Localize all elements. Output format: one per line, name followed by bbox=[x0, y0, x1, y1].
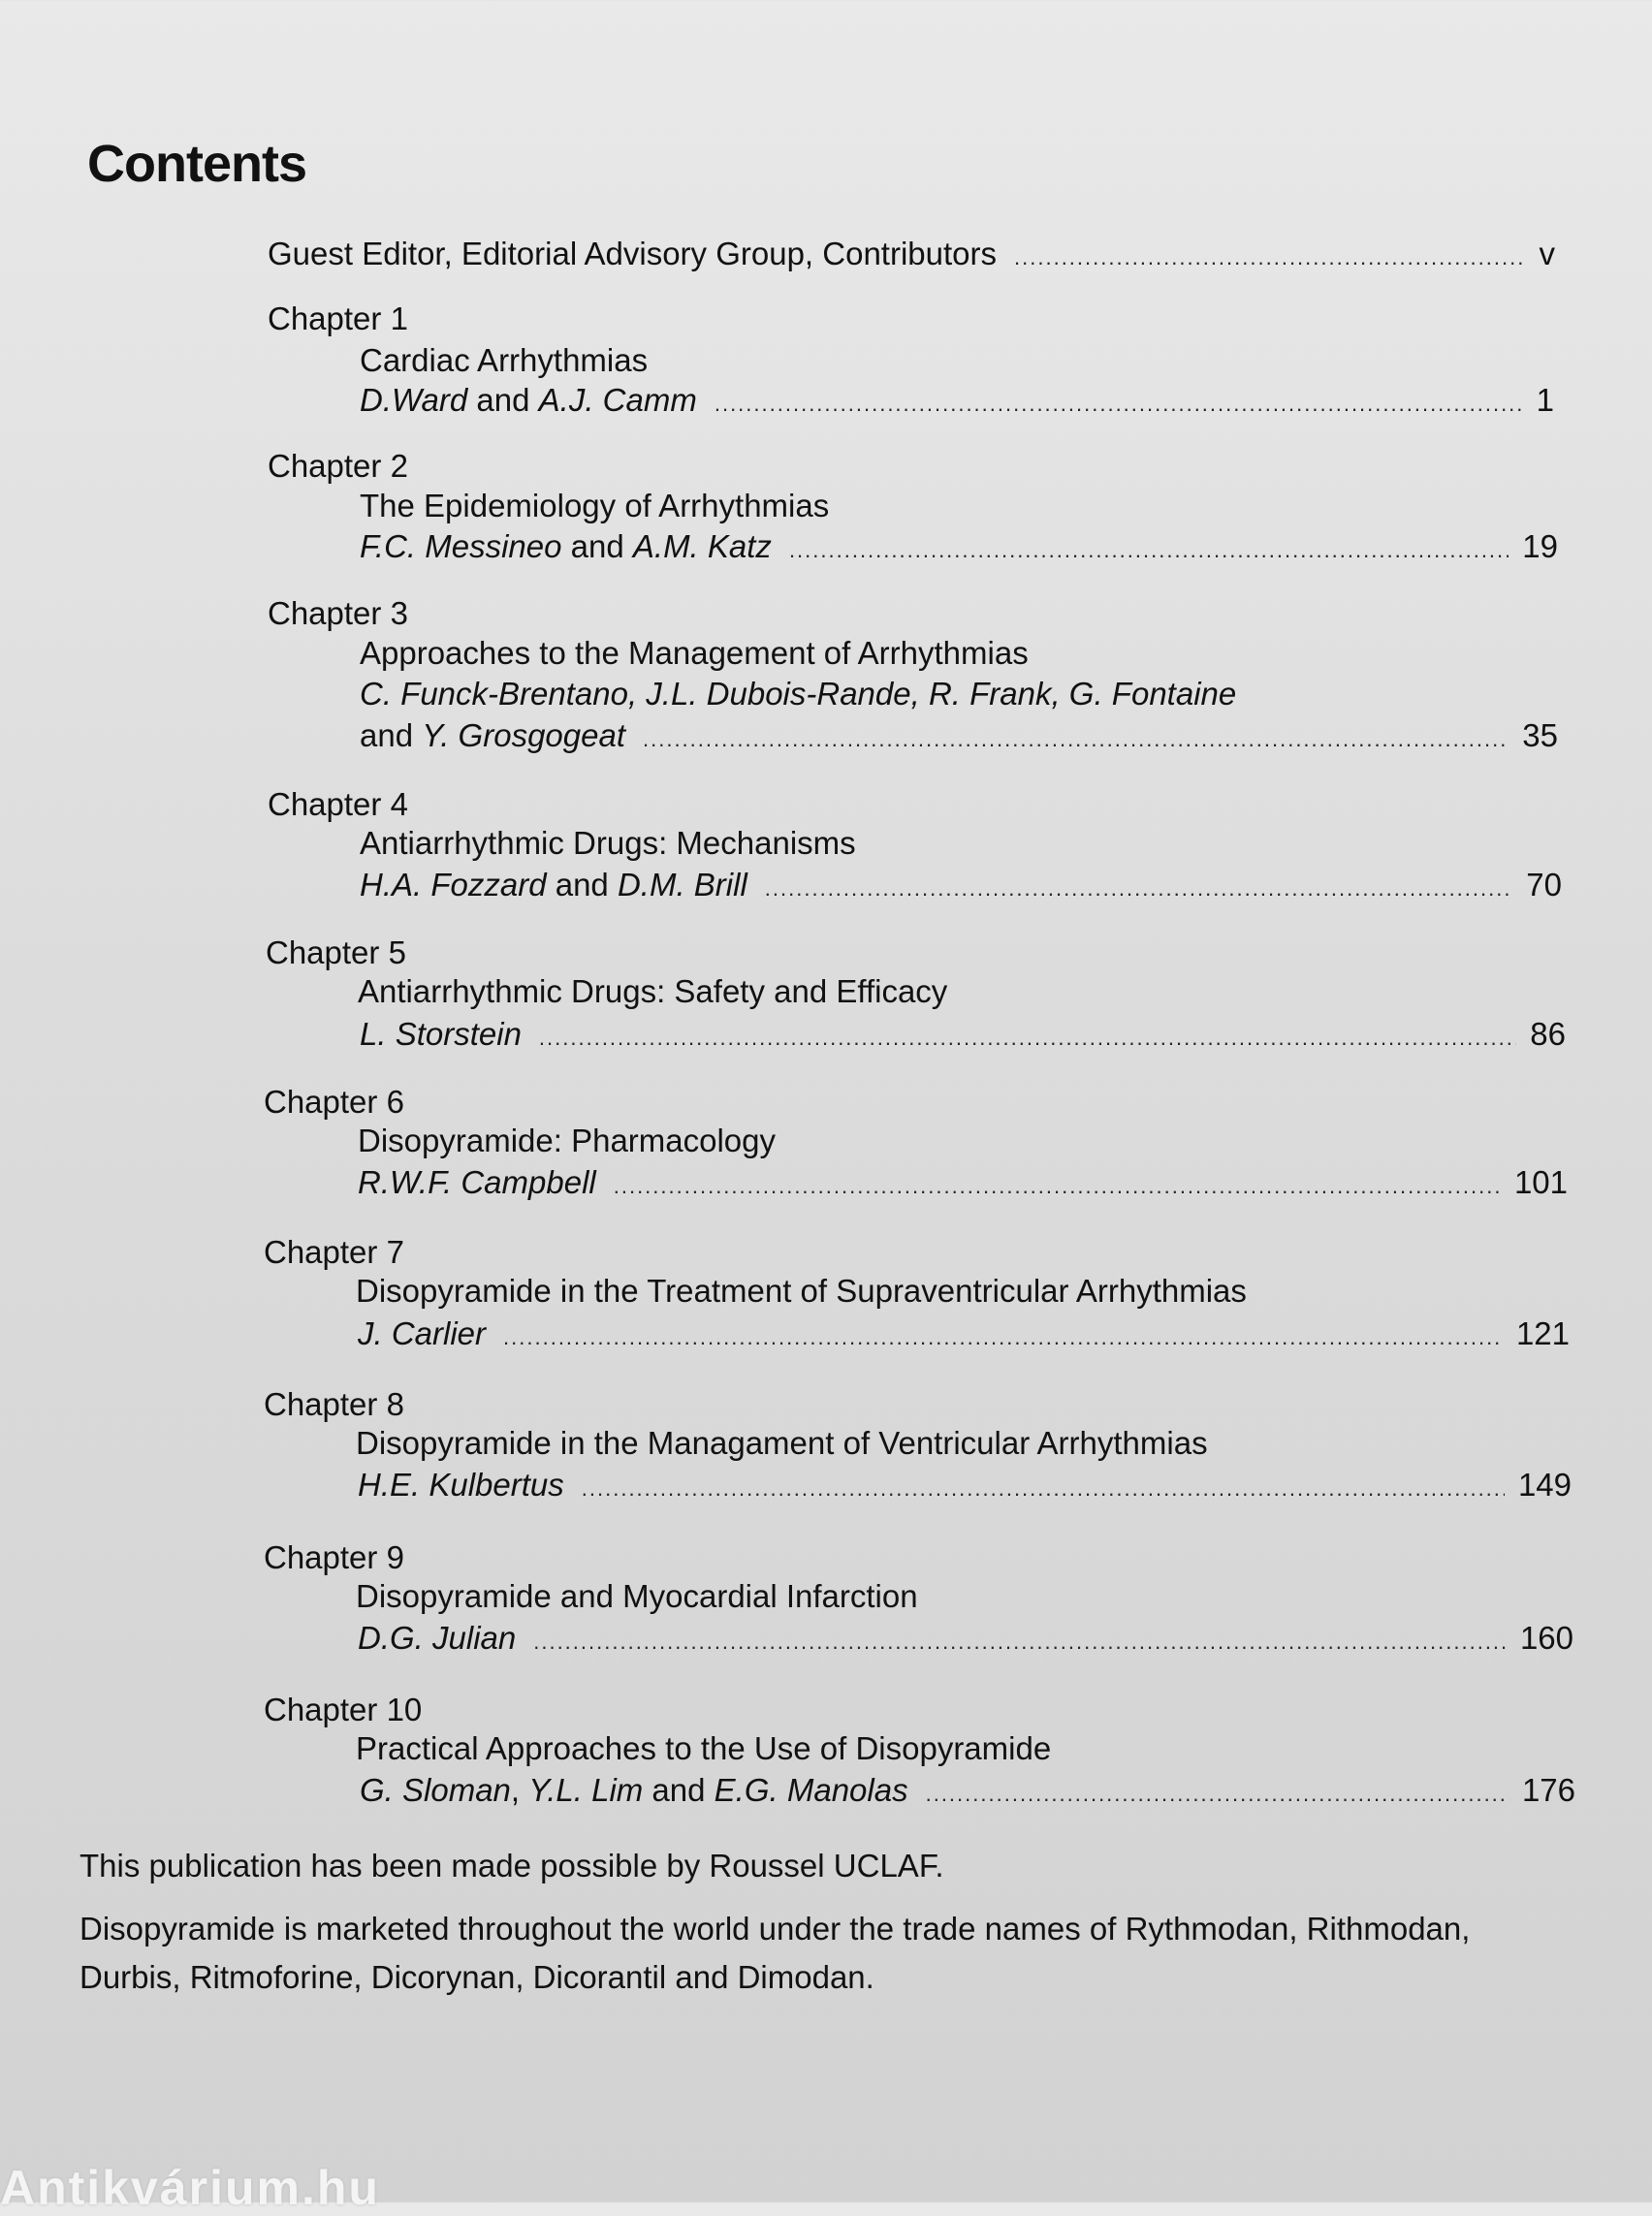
chapter-authors-line1 bbox=[360, 676, 1236, 712]
page-number: 121 bbox=[1515, 1315, 1570, 1351]
watermark: Antikvárium.hu bbox=[0, 2161, 380, 2215]
chapter-label: Chapter 2 bbox=[268, 448, 408, 484]
author-name: H.E. Kulbertus bbox=[358, 1467, 564, 1503]
trade-names-line: Disopyramide is marketed throughout the world under the trade names of Rythmodan, Rithmodan, bbox=[79, 1911, 1471, 1947]
chapter-label: Chapter 7 bbox=[264, 1234, 404, 1270]
chapter-label: Chapter 10 bbox=[264, 1692, 423, 1727]
chapter-label: Chapter 5 bbox=[266, 934, 406, 970]
chapter-title: Antiarrhythmic Drugs: Mechanisms bbox=[360, 825, 856, 861]
chapter-author-line bbox=[358, 1164, 1568, 1201]
trade-names-line: Durbis, Ritmoforine, Dicorynan, Dicorantil and Dimodan. bbox=[79, 1959, 874, 1995]
author-name: H.A. Fozzard bbox=[360, 867, 547, 902]
page-number: 160 bbox=[1519, 1620, 1573, 1656]
author-name: D.Ward bbox=[360, 382, 468, 418]
chapter-author-line bbox=[360, 1772, 1575, 1809]
chapter-authors bbox=[360, 717, 625, 754]
leader-dots bbox=[715, 392, 1523, 417]
chapter-title: Practical Approaches to the Use of Disopyramide bbox=[356, 1730, 1052, 1766]
page-number: 101 bbox=[1513, 1164, 1568, 1200]
chapter-author-line bbox=[360, 382, 1554, 419]
front-matter-label: Guest Editor, Editorial Advisory Group, Contributors bbox=[268, 236, 998, 271]
author-name: F.C. Messineo bbox=[360, 528, 562, 564]
author-name: E.G. Manolas bbox=[714, 1772, 908, 1808]
chapter-authors bbox=[360, 1016, 522, 1053]
author-conjunction: and bbox=[360, 717, 423, 753]
trade-names-note bbox=[79, 1905, 1470, 2002]
chapter-author-line bbox=[360, 867, 1562, 903]
page-number: 149 bbox=[1517, 1467, 1572, 1503]
author-separator: , bbox=[510, 1772, 529, 1808]
chapter-label: Chapter 6 bbox=[264, 1084, 404, 1120]
page-number: 19 bbox=[1522, 528, 1558, 564]
chapter-author-line bbox=[358, 1315, 1570, 1352]
author-name: A.M. Katz bbox=[632, 528, 772, 564]
chapter-authors bbox=[360, 1772, 908, 1809]
front-matter-entry bbox=[268, 236, 1555, 272]
author-name: Y.L. Lim bbox=[528, 1772, 644, 1808]
leader-dots bbox=[539, 1026, 1516, 1051]
chapter-authors bbox=[360, 528, 772, 565]
page-number: 35 bbox=[1522, 717, 1558, 753]
chapter-title: Antiarrhythmic Drugs: Safety and Efficacy bbox=[358, 973, 948, 1009]
author-conjunction: and bbox=[546, 867, 618, 902]
author-name: D.M. Brill bbox=[617, 867, 747, 902]
author-name: J. Carlier bbox=[358, 1315, 487, 1351]
chapter-title: The Epidemiology of Arrhythmias bbox=[360, 488, 830, 523]
leader-dots bbox=[926, 1782, 1509, 1807]
chapter-authors bbox=[358, 1315, 486, 1352]
leader-dots bbox=[765, 876, 1512, 902]
author-name: D.G. Julian bbox=[358, 1620, 517, 1656]
leader-dots bbox=[643, 727, 1509, 752]
chapter-authors bbox=[360, 382, 697, 419]
author-name: G. Sloman bbox=[360, 1772, 511, 1808]
chapter-label: Chapter 3 bbox=[268, 595, 408, 631]
sponsor-note: This publication has been made possible by Roussel UCLAF. bbox=[79, 1848, 944, 1884]
chapter-title: Disopyramide: Pharmacology bbox=[358, 1123, 777, 1158]
chapter-author-line bbox=[358, 1467, 1572, 1504]
chapter-label: Chapter 1 bbox=[268, 301, 408, 336]
leader-dots bbox=[582, 1476, 1505, 1502]
chapter-title: Approaches to the Management of Arrhythmias bbox=[360, 635, 1029, 671]
chapter-authors bbox=[360, 867, 747, 903]
author-name: A.J. Camm bbox=[538, 382, 697, 418]
chapter-authors bbox=[358, 1164, 596, 1201]
author-conjunction: and bbox=[561, 528, 633, 564]
author-conjunction: and bbox=[643, 1772, 715, 1808]
author-names: C. Funck-Brentano, J.L. Dubois-Rande, R. Frank, G. Fontaine bbox=[360, 676, 1237, 712]
chapter-author-line bbox=[360, 717, 1558, 754]
author-name: Y. Grosgogeat bbox=[422, 717, 625, 753]
author-conjunction: and bbox=[467, 382, 539, 418]
leader-dots bbox=[614, 1174, 1501, 1199]
chapter-title: Cardiac Arrhythmias bbox=[360, 342, 649, 378]
chapter-title: Disopyramide and Myocardial Infarction bbox=[356, 1578, 918, 1614]
page-number: 86 bbox=[1530, 1016, 1566, 1052]
page-number: 176 bbox=[1521, 1772, 1575, 1808]
chapter-author-line bbox=[358, 1620, 1573, 1657]
author-name: R.W.F. Campbell bbox=[358, 1164, 596, 1200]
chapter-author-line bbox=[360, 528, 1558, 565]
page-number: 70 bbox=[1526, 867, 1562, 902]
chapter-label: Chapter 4 bbox=[268, 786, 408, 822]
page-number: 1 bbox=[1536, 382, 1554, 418]
leader-dots bbox=[789, 538, 1509, 563]
chapter-label: Chapter 9 bbox=[264, 1539, 404, 1575]
chapter-authors bbox=[358, 1467, 564, 1504]
leader-dots bbox=[533, 1630, 1507, 1655]
author-name: L. Storstein bbox=[360, 1016, 522, 1052]
leader-dots bbox=[503, 1325, 1503, 1350]
chapter-authors bbox=[358, 1620, 516, 1657]
chapter-label: Chapter 8 bbox=[264, 1386, 404, 1422]
chapter-title: Disopyramide in the Managament of Ventricular Arrhythmias bbox=[356, 1425, 1208, 1461]
chapter-title: Disopyramide in the Treatment of Supraventricular Arrhythmias bbox=[356, 1273, 1247, 1309]
chapter-author-line bbox=[360, 1016, 1566, 1053]
page-title: Contents bbox=[87, 135, 306, 193]
page-number: v bbox=[1539, 236, 1555, 271]
leader-dots bbox=[1014, 245, 1525, 270]
